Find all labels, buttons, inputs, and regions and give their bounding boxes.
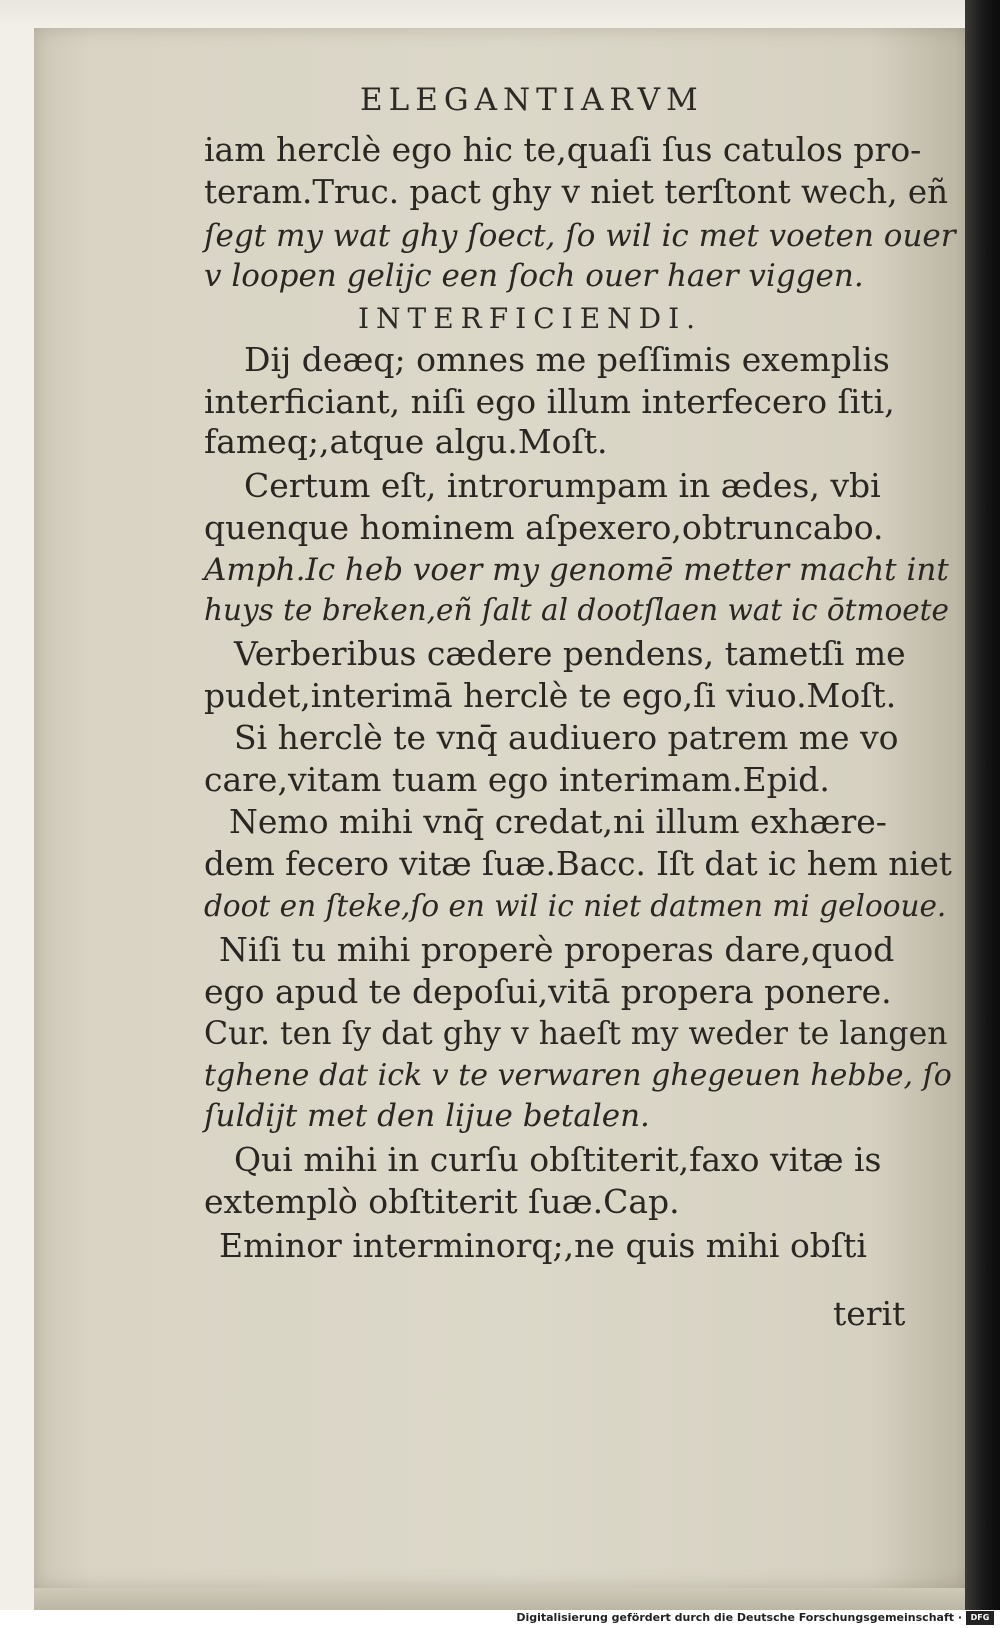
text-line: Nemo mihi vnq̄ credat,ni illum exhære- xyxy=(229,802,887,841)
text-line: quenque hominem aſpexero,obtruncabo. xyxy=(204,508,884,547)
text-line: teram.Truc. pact ghy v niet terſtont wech, eñ xyxy=(204,173,949,211)
text-line: Eminor interminorq;,ne quis mihi obſti xyxy=(219,1226,867,1265)
text-line: Verberibus cædere pendens, tametſi me xyxy=(234,634,906,673)
text-line: v loopen gelijc een ſoch ouer haer viggen. xyxy=(204,258,864,294)
text-line: care,vitam tuam ego interimam.Epid. xyxy=(204,760,830,799)
text-line: Certum eſt, introrumpam in ædes, vbi xyxy=(244,466,881,505)
text-line: Amph.Ic heb voer my genomē metter macht int xyxy=(204,552,949,588)
text-line: Qui mihi in curſu obſtiterit,faxo vitæ is xyxy=(234,1140,882,1179)
text-line: Dij deæq; omnes me peſſimis exemplis xyxy=(244,340,890,379)
text-line: ſegt my wat ghy ſoect, ſo wil ic met voeten ouer xyxy=(204,218,956,254)
text-line: tghene dat ick v te verwaren ghegeuen hebbe, ſo xyxy=(204,1058,952,1093)
text-line: dem fecero vitæ ſuæ.Bacc. Iſt dat ic hem niet xyxy=(204,845,952,883)
text-line: Cur. ten ſy dat ghy v haeſt my weder te langen xyxy=(204,1016,948,1052)
page-bottom-edge xyxy=(34,1588,984,1610)
text-line: doot en ſteke,ſo en wil ic niet datmen mi gelooue. xyxy=(204,889,947,923)
text-line: huys te breken,eñ ſalt al dootſlaen wat ic ōtmoete xyxy=(204,593,949,627)
footer-credit: Digitalisierung gefördert durch die Deutsche Forschungsgemeinschaft · xyxy=(516,1611,962,1624)
text-line: Niſi tu mihi properè properas dare,quod xyxy=(219,930,895,969)
catchword: terit xyxy=(833,1294,906,1333)
text-line: interficiant, niſi ego illum interfecero ſiti, xyxy=(204,382,895,421)
text-line: ſuldijt met den lijue betalen. xyxy=(204,1098,650,1134)
scan-top-margin xyxy=(0,0,1000,28)
text-line: Si herclè te vnq̄ audiuero patrem me vo xyxy=(234,718,899,757)
text-line: extemplò obſtiterit ſuæ.Cap. xyxy=(204,1182,680,1221)
section-heading: INTERFICIENDI. xyxy=(358,302,703,335)
text-line: fameq;,atque algu.Moſt. xyxy=(204,422,608,461)
text-line: iam herclè ego hic te,quaſi ſus catulos pro- xyxy=(204,130,922,169)
text-line: pudet,interimā herclè te ego,ſi viuo.Moſt. xyxy=(204,676,897,715)
running-head: ELEGANTIARVM xyxy=(360,82,704,118)
scan-right-edge xyxy=(965,0,1000,1628)
text-line: ego apud te depoſui,vitā propera ponere. xyxy=(204,972,892,1011)
dfg-logo: DFG xyxy=(966,1611,994,1625)
